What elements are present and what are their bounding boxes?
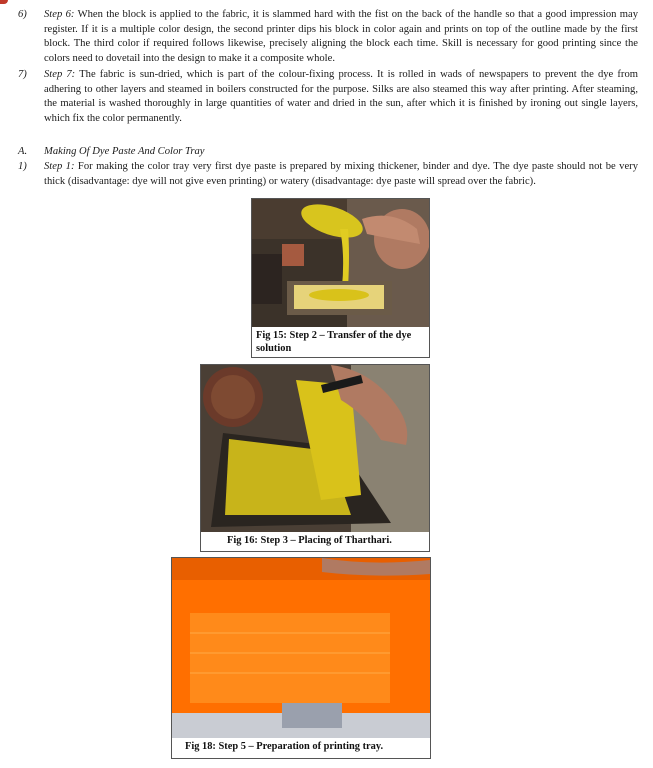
- step-label: Step 1:: [44, 161, 75, 172]
- figure-16-caption: Fig 16: Step 3 – Placing of Tharthari.: [227, 534, 427, 547]
- step-text: The fabric is sun-dried, which is part of the colour-fixing process. It is rolled in wads of newspapers to prevent the dye from adhering to other layers and steamed in boilers constructed for the purpose. Silks are also steamed this way after printing. After steaming, the material is washed thoroughly in large quantities of water and dried in the sun, after which it is finished by ironing out single layers, which fix the color permanently.: [44, 69, 638, 124]
- section-heading: [18, 145, 204, 159]
- list-number: 7): [18, 69, 27, 80]
- section-title: Making Of Dye Paste And Color Tray: [44, 146, 205, 157]
- list-item-step-6: [18, 8, 638, 66]
- list-number: 6): [18, 9, 27, 20]
- step-label: Step 7:: [44, 69, 76, 80]
- step-text: When the block is applied to the fabric, it is slammed hard with the fist on the back of the handle so that a good impression may register. If it is a multiple color design, the second printer dips his block in color again and prints on top of the outline made by the first block. The third color if required follows likewise, precisely aligning the block each time. Skill is necessary for good printing since the colors need to dovetail into the design to make it a composite whole.: [44, 9, 638, 64]
- list-item-step-1: [18, 160, 638, 189]
- figure-18: [171, 557, 431, 759]
- section-number: A.: [18, 146, 28, 157]
- figure-15-photo: [252, 199, 429, 327]
- page-corner-mark: [0, 0, 8, 4]
- list-number: 1): [18, 161, 27, 172]
- figure-18-photo: [172, 558, 430, 738]
- figure-18-caption: Fig 18: Step 5 – Preparation of printing tray.: [185, 740, 425, 753]
- figure-16: [200, 364, 430, 552]
- figure-15: [251, 198, 430, 358]
- figure-15-caption: Fig 15: Step 2 – Transfer of the dye solution: [256, 329, 426, 355]
- list-item-step-7: [18, 68, 638, 126]
- step-text: For making the color tray very first dye paste is prepared by mixing thickener, binder and dye. The dye paste should not be very thick (disadvantage: dye will not give even printing) or watery (disadvantage: dye paste will spread over the fabric).: [44, 161, 638, 187]
- figure-16-photo: [201, 365, 429, 532]
- step-label: Step 6:: [44, 9, 75, 20]
